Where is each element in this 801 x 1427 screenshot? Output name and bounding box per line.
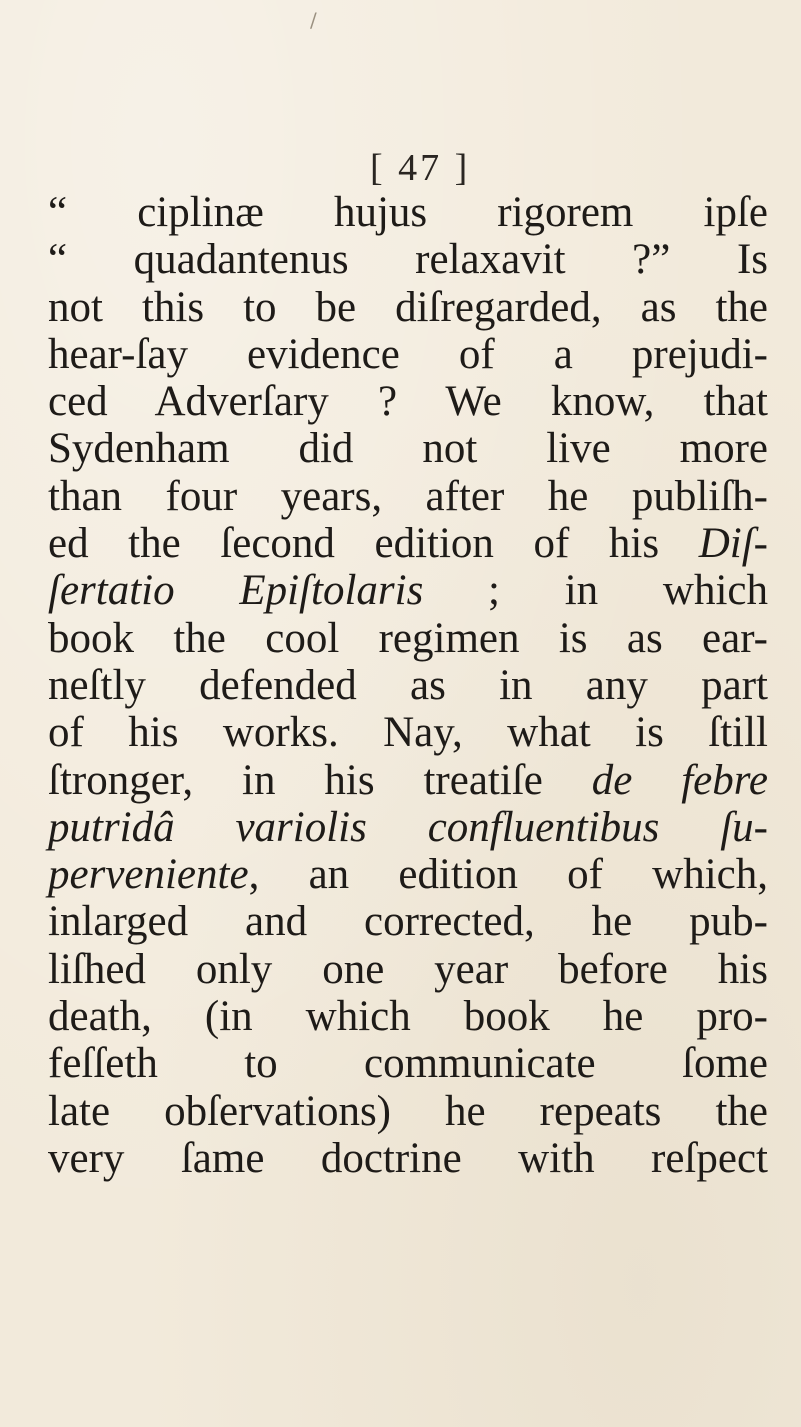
body-text: [48, 189, 768, 1182]
text-segment: ; in which: [423, 567, 768, 615]
text-segment: of his works. Nay, what is ſtill: [48, 709, 768, 757]
text-segment: ſtronger, in his treatiſe: [48, 756, 592, 804]
text-segment: feſſeth to communicate ſome: [48, 1040, 768, 1088]
text-line: [48, 946, 768, 993]
text-line: [48, 993, 768, 1040]
text-segment: ced Adverſary ? We know, that: [48, 378, 768, 426]
text-line: [48, 757, 768, 804]
text-line: [48, 425, 768, 472]
text-line: [48, 473, 768, 520]
text-line: [48, 662, 768, 709]
text-segment: very ſame doctrine with reſpect: [48, 1134, 768, 1182]
text-segment: than four years, after he publiſh-: [48, 472, 768, 520]
italic-text: ſertatio Epiſtolaris: [48, 567, 424, 615]
italic-text: de febre: [591, 756, 768, 804]
text-segment: Sydenham did not live more: [48, 425, 768, 473]
text-segment: book the cool regimen is as ear-: [48, 614, 768, 662]
text-line: [48, 378, 768, 425]
text-line: [48, 236, 768, 283]
text-segment: “ ciplinæ hujus rigorem ipſe: [48, 189, 768, 236]
text-segment: “ quadantenus relaxavit ?” Is: [48, 236, 768, 284]
text-line: [48, 567, 768, 614]
text-line: [48, 1040, 768, 1087]
text-line: [48, 709, 768, 756]
text-segment: ed the ſecond edition of his: [48, 520, 699, 568]
text-line: [48, 851, 768, 898]
text-line: [48, 1088, 768, 1135]
text-segment: death, (in which book he pro-: [48, 993, 768, 1041]
page-number: [ 47 ]: [370, 147, 471, 189]
text-line: [48, 804, 768, 851]
text-line: [48, 331, 768, 378]
italic-text: putridâ variolis confluentibus ſu-: [48, 803, 768, 851]
text-segment: not this to be diſregarded, as the: [48, 283, 768, 331]
text-segment: hear-ſay evidence of a prejudi-: [48, 330, 768, 378]
stray-mark: /: [310, 8, 317, 32]
text-line: [48, 898, 768, 945]
text-line: [48, 1135, 768, 1182]
text-line: [48, 615, 768, 662]
text-line: [48, 520, 768, 567]
text-line: [48, 189, 768, 236]
italic-text: Diſ-: [698, 520, 768, 568]
text-line: [48, 284, 768, 331]
italic-text: perveniente: [48, 851, 249, 899]
text-segment: late obſervations) he repeats the: [48, 1087, 768, 1135]
text-segment: , an edition of which,: [248, 851, 768, 899]
text-segment: neſtly defended as in any part: [48, 661, 768, 709]
text-segment: inlarged and corrected, he pub-: [48, 898, 768, 946]
text-segment: liſhed only one year before his: [48, 945, 768, 993]
